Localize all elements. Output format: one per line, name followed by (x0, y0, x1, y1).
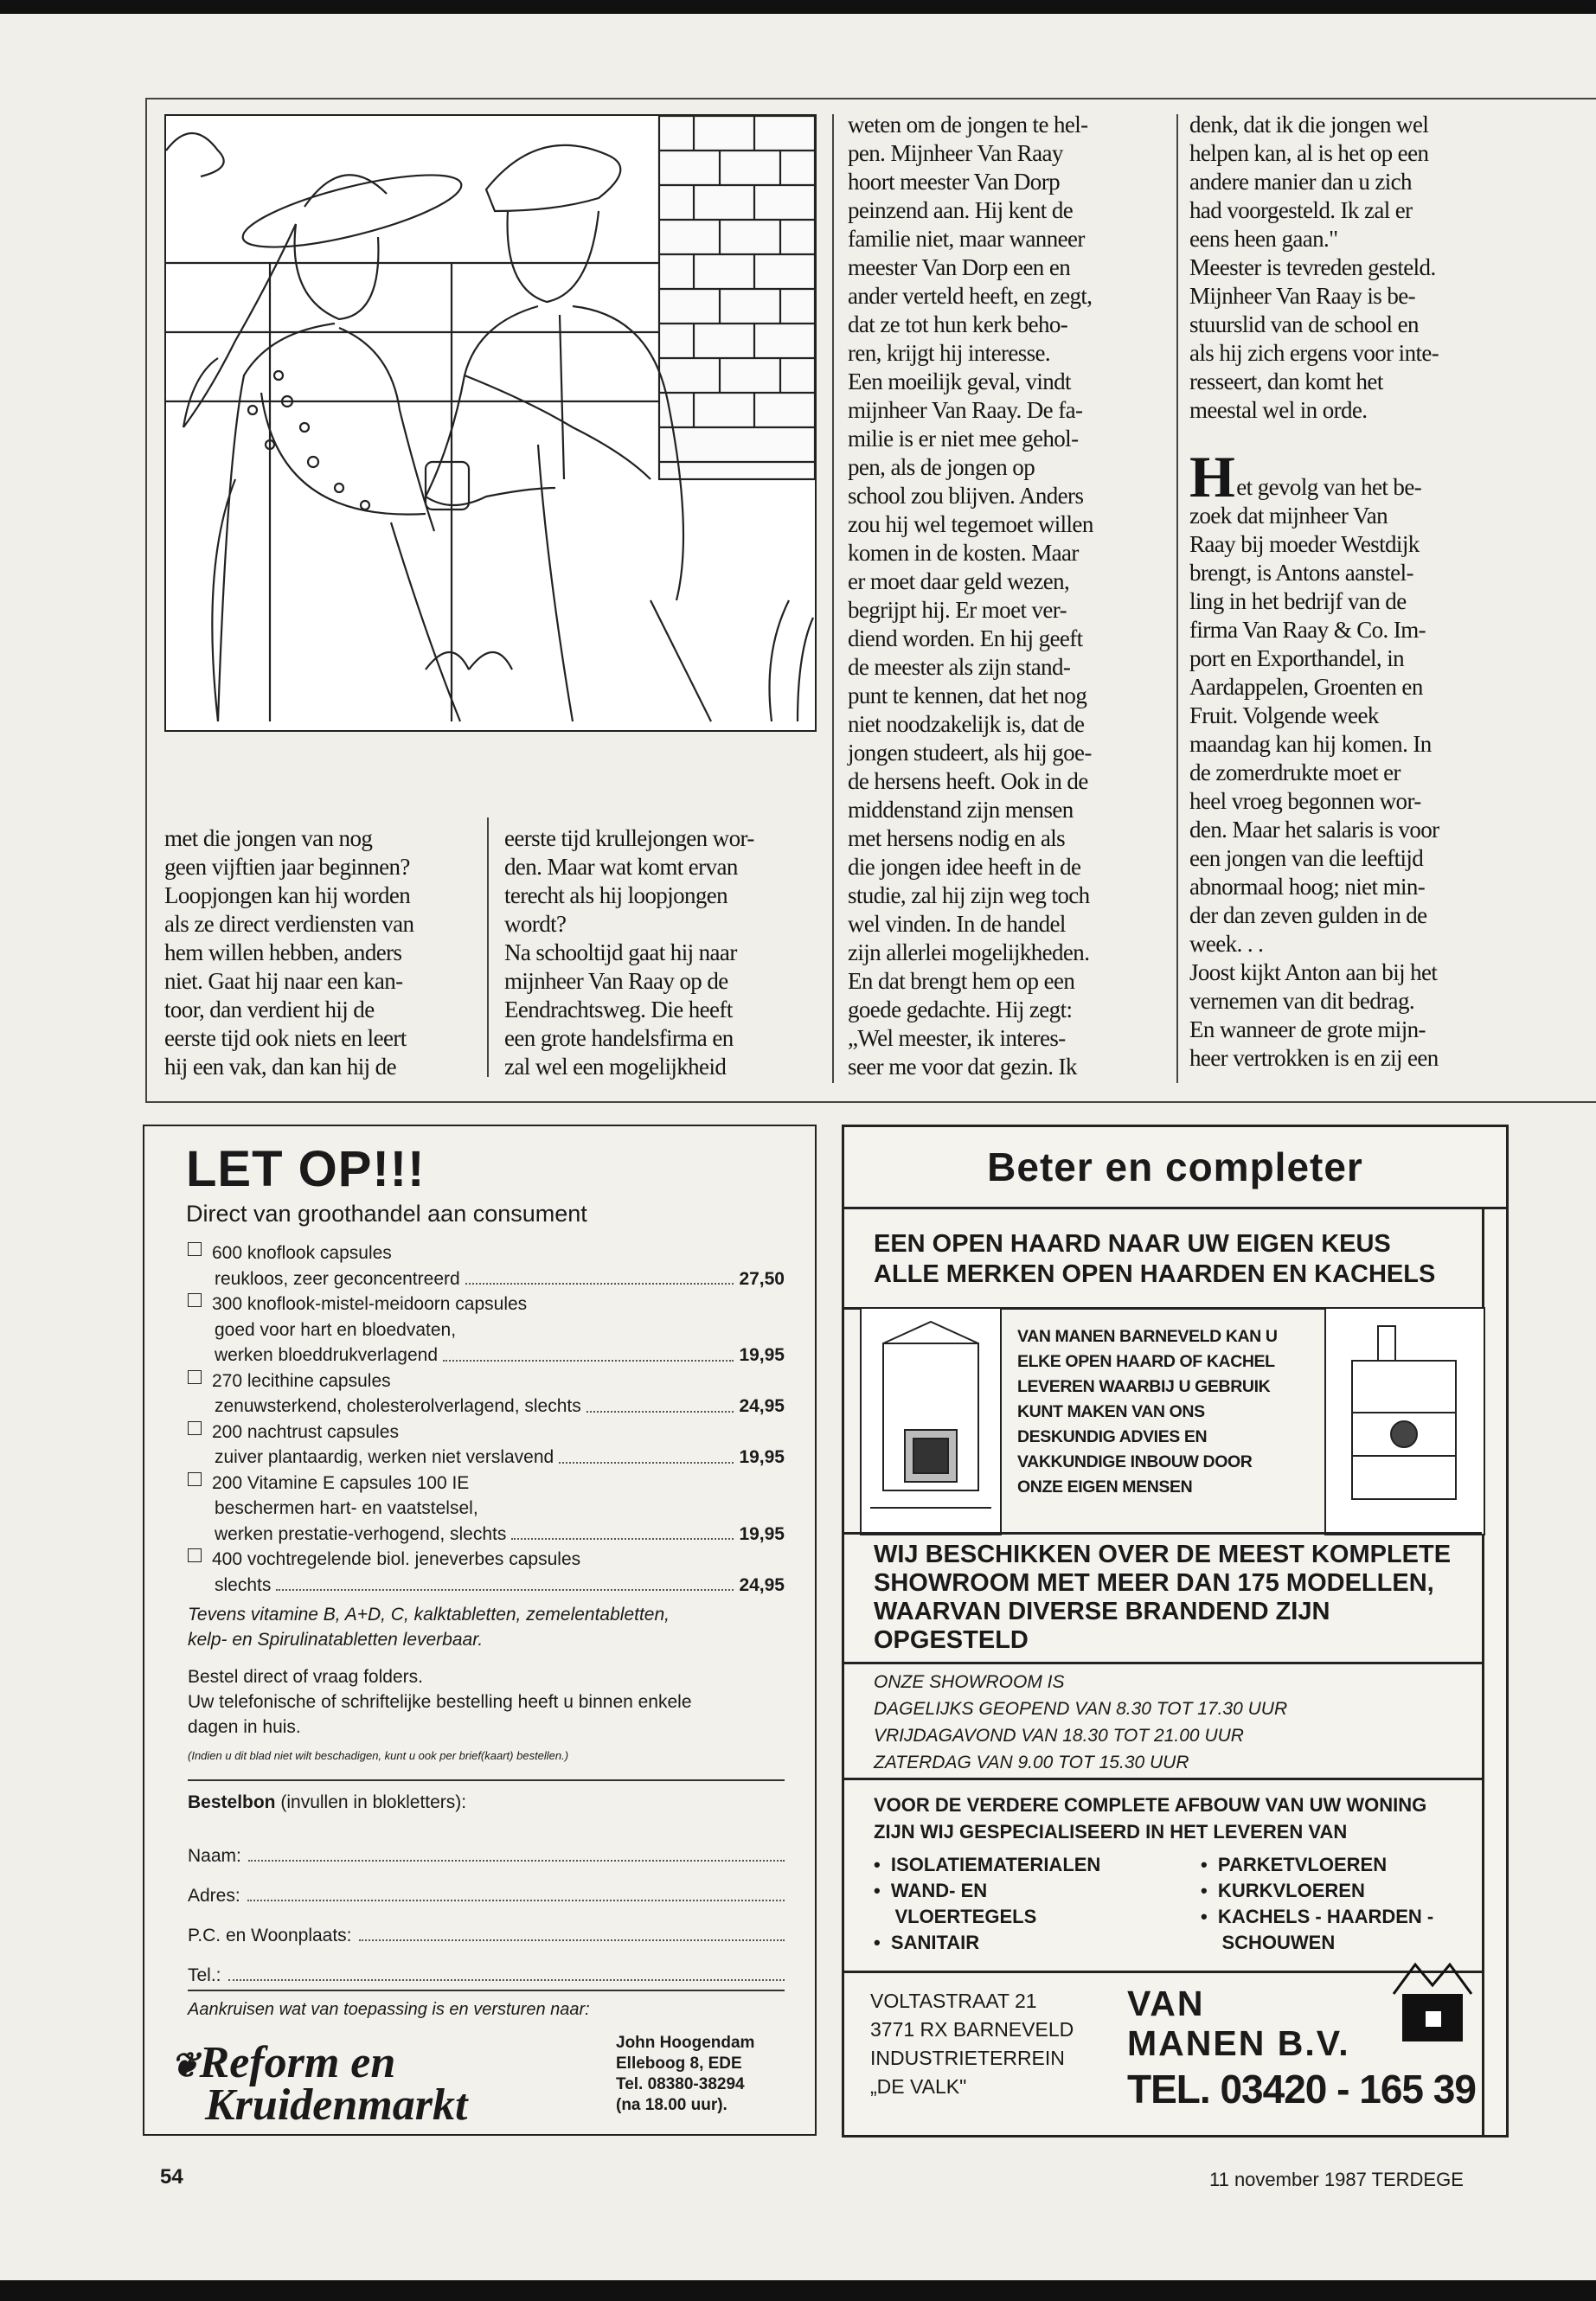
product-text: 200 nachtrust capsules (212, 1421, 399, 1442)
logo-line-1: Reform en (199, 2038, 396, 2087)
product-price-row (188, 1573, 785, 1599)
form-field-phone[interactable] (188, 1946, 785, 1986)
shop-address (616, 2033, 754, 2116)
address-line: (na 18.00 uur). (616, 2096, 727, 2114)
scan-border-bottom (0, 2280, 1596, 2301)
fireplace-drawing (862, 1309, 1000, 1534)
product-price-row (188, 1343, 785, 1368)
product-list-right: • PARKETVLOEREN • KURKVLOEREN • KACHELS - HAARDEN - SCHOUWEN (1201, 1854, 1434, 1953)
article-column-3: weten om de jongen te hel- pen. Mijnheer Van Raay hoort meester Van Dorp peinzend aan. Hij kent de familie niet, maar wanneer meester Van Dorp een en ander verteld heeft, en zegt, dat ze tot hun kerk beho- ren, krijgt hij interesse. Een moeilijk geval, vindt mijnheer Van Raay. De fa- milie is er niet mee gehol- pen, als de jongen op school zou blijven. Anders zou hij wel tegemoet willen komen in de kosten. Maar er moet daar geld wezen, begrijpt hij. Er moet ver- diend worden. En hij geeft de meester als zijn stand- punt te kennen, dat het nog niet noodzakelijk is, dat de jongen studeert, als hij goe- de hersens heeft. Ook in de middenstand zijn mensen met hersens nodig en als die jongen idee heeft in de studie, zal hij zijn weg toch wel vinden. In de handel zijn allerlei mogelijkheden. En dat brengt hem op een goede gedachte. Hij zegt: „Wel meester, ik interes- seer me voor dat gezin. Ik (848, 112, 1093, 1080)
product-text: zuiver plantaardig, werken niet verslavend (215, 1447, 554, 1467)
product-item[interactable] (188, 1368, 785, 1394)
fireplace-image (860, 1307, 1002, 1535)
product-item[interactable] (188, 1292, 785, 1317)
specialised-text: VOOR DE VERDERE COMPLETE AFBOUW VAN UW WONING ZIJN WIJ GESPECIALISEERD IN HET LEVEREN VAN (874, 1794, 1427, 1843)
stove-image (1324, 1307, 1485, 1535)
product-text: 600 knoflook capsules (212, 1243, 392, 1263)
form-title: Bestelbon (188, 1792, 276, 1812)
ad-rule (844, 1971, 1482, 1973)
product-text: goed voor hart en bloedvaten, (215, 1319, 457, 1340)
product-text: beschermen hart- en vaatstelsel, (215, 1498, 478, 1518)
field-label: Naam: (188, 1846, 241, 1866)
article-column-2: eerste tijd krullejongen wor- den. Maar wat komt ervan terecht als hij loopjongen wordt? Na schooltijd gaat hij naar mijnheer Van Raay op de Eendrachtsweg. Die heeft een grote handelsfirma en zal wel een mogelijkheid (504, 825, 754, 1080)
column-rule (487, 817, 489, 1077)
illustration-girl-and-boy (164, 114, 817, 732)
address-line: Elleboog 8, EDE (616, 2054, 742, 2073)
checkbox-icon[interactable] (188, 1370, 202, 1384)
product-price: 19,95 (739, 1345, 785, 1365)
ad-subtitle: Direct van groothandel aan consument (186, 1201, 587, 1227)
product-price: 19,95 (739, 1523, 785, 1544)
dot-leader (276, 1573, 734, 1592)
field-label: P.C. en Woonplaats: (188, 1926, 352, 1945)
order-form (188, 1792, 785, 1986)
drop-cap: H (1189, 444, 1235, 510)
product-text: slechts (215, 1574, 272, 1595)
illustration-drawing (166, 116, 815, 730)
ad-headline: EEN OPEN HAARD NAAR UW EIGEN KEUS ALLE MERKEN OPEN HAARDEN EN KACHELS (874, 1230, 1436, 1288)
separator (188, 1779, 785, 1781)
dot-leader (443, 1343, 734, 1362)
product-list-left: • ISOLATIEMATERIALEN • WAND- EN VLOERTEGELS • SANITAIR (874, 1854, 1101, 1953)
product-list (188, 1240, 785, 1598)
form-heading (188, 1792, 785, 1827)
column-rule (1176, 114, 1178, 1083)
product-description (188, 1496, 785, 1522)
company-name: VAN MANEN B.V. (1127, 1984, 1350, 2063)
extra-products-text: Tevens vitamine B, A+D, C, kalktabletten, zemelentabletten, kelp- en Spirulinatabletten leverbaar. (188, 1605, 670, 1650)
product-text: zenuwsterkend, cholesterolverlagend, slechts (215, 1396, 581, 1416)
address-line: Tel. 08380-38294 (616, 2075, 745, 2093)
product-price: 27,50 (739, 1268, 785, 1289)
product-item[interactable] (188, 1420, 785, 1445)
ad-rule (844, 1778, 1482, 1780)
leaf-icon: ❦ (170, 2046, 200, 2085)
issue-info: 11 november 1987 TERDEGE (1209, 2169, 1464, 2190)
product-item[interactable] (188, 1240, 785, 1266)
ad-rule (844, 1532, 1482, 1535)
field-line[interactable] (247, 1900, 785, 1901)
ad-header: Beter en completer (844, 1127, 1506, 1209)
product-text: werken prestatie-verhogend, slechts (215, 1523, 507, 1544)
van-manen-ad (842, 1125, 1509, 2138)
article-top-rule (145, 98, 1596, 99)
product-price-row (188, 1522, 785, 1548)
company-phone: TEL. 03420 - 165 39 (1127, 2067, 1476, 2112)
checkbox-icon[interactable] (188, 1421, 202, 1435)
house-logo-icon (1389, 1958, 1476, 2044)
checkbox-icon[interactable] (188, 1548, 202, 1562)
reform-logo (170, 2038, 468, 2130)
checkbox-icon[interactable] (188, 1293, 202, 1307)
order-text: Bestel direct of vraag folders. Uw telefonische of schriftelijke bestelling heeft u binnen enkele dagen in huis. (188, 1667, 692, 1737)
ad-title: LET OP!!! (186, 1141, 426, 1197)
reform-kruidenmarkt-ad (143, 1125, 817, 2136)
send-to-text: Aankruisen wat van toepassing is en versturen naar: (188, 2000, 590, 2019)
product-text: 200 Vitamine E capsules 100 IE (212, 1472, 470, 1493)
checkbox-icon[interactable] (188, 1472, 202, 1486)
product-price-row (188, 1394, 785, 1420)
product-price: 24,95 (739, 1396, 785, 1416)
form-field-postcode-city[interactable] (188, 1907, 785, 1946)
stove-drawing (1326, 1309, 1484, 1534)
form-field-address[interactable] (188, 1867, 785, 1907)
article-bottom-rule (145, 1101, 1596, 1103)
product-item[interactable] (188, 1471, 785, 1497)
product-text: reukloos, zeer geconcentreerd (215, 1268, 460, 1289)
field-line[interactable] (248, 1860, 785, 1862)
form-title-note: (invullen in blokletters): (280, 1792, 467, 1812)
article-column-4-rest: zoek dat mijnheer Van Raay bij moeder Westdijk brengt, is Antons aanstel- ling in het bedrijf van de firma Van Raay & Co. Im- port en Exporthandel, in Aardappelen, Groenten en Fruit. Volgende week maandag kan hij komen. In de zomerdrukte moet er heel vroeg begonnen wor- den. Maar het salaris is voor een jongen van die leeftijd abnormaal hoog; niet min- der dan zeven gulden in de week. . . Joost kijkt Anton aan bij het vernemen van dit bedrag. En wanneer de grote mijn- heer vertrokken is en zij een (1189, 503, 1439, 1071)
page-number: 54 (160, 2165, 183, 2189)
field-label: Tel.: (188, 1965, 221, 1985)
company-address: VOLTASTRAAT 21 3771 RX BARNEVELD INDUSTRIETERREIN „DE VALK" (870, 1990, 1074, 2098)
product-price: 24,95 (739, 1574, 785, 1595)
column-rule (832, 114, 834, 1083)
product-price-row (188, 1266, 785, 1292)
article-left-rule (145, 98, 147, 1101)
product-item[interactable] (188, 1547, 785, 1573)
product-text: werken bloeddrukverlagend (215, 1345, 438, 1365)
form-field-name[interactable] (188, 1827, 785, 1867)
showroom-text: WIJ BESCHIKKEN OVER DE MEEST KOMPLETE SHOWROOM MET MEER DAN 175 MODELLEN, WAARVAN DIVERSE BRANDEND ZIJN OPGESTELD (874, 1541, 1452, 1654)
dot-leader (586, 1394, 734, 1413)
dot-leader (559, 1445, 734, 1464)
article-column-1: met die jongen van nog geen vijftien jaar beginnen? Loopjongen kan hij worden als ze direct verdiensten van hem willen hebben, anders niet. Gaat hij naar een kan- toor, dan verdient hij de eerste tijd ook niets en leert hij een vak, dan kan hij de (164, 825, 414, 1080)
separator (188, 1990, 785, 1991)
dot-leader (511, 1522, 734, 1541)
opening-hours: ONZE SHOWROOM IS DAGELIJKS GEOPEND VAN 8.30 TOT 17.30 UUR VRIJDAGAVOND VAN 18.30 TOT 21.00 UUR ZATERDAG VAN 9.00 TOT 15.30 UUR (874, 1672, 1288, 1772)
logo-line-2: Kruidenmarkt (205, 2080, 468, 2130)
product-text: 400 vochtregelende biol. jeneverbes capsules (212, 1549, 581, 1569)
product-description (188, 1317, 785, 1343)
address-line: John Hoogendam (616, 2034, 755, 2052)
product-price-row (188, 1445, 785, 1471)
product-text: 300 knoflook-mistel-meidoorn capsules (212, 1294, 528, 1314)
small-note: (Indien u dit blad niet wilt beschadigen, kunt u ook per brief(kaart) bestellen.) (188, 1749, 569, 1762)
advice-text: VAN MANEN BARNEVELD KAN U ELKE OPEN HAARD OF KACHEL LEVEREN WAARBIJ U GEBRUIK KUNT MAKEN VAN ONS DESKUNDIG ADVIES EN VAKKUNDIGE INBOUW DOOR ONZE EIGEN MENSEN (1017, 1327, 1278, 1497)
drop-cap-line: et gevolg van het be- (1236, 474, 1422, 500)
field-line[interactable] (228, 1979, 785, 1981)
checkbox-icon[interactable] (188, 1242, 202, 1256)
ad-rule (844, 1662, 1482, 1664)
product-text: 270 lecithine capsules (212, 1370, 391, 1391)
house-logo-drawing (1389, 1958, 1476, 2044)
article-column-4-bottom (1189, 444, 1509, 1073)
field-label: Adres: (188, 1886, 240, 1906)
product-price: 19,95 (739, 1447, 785, 1467)
field-line[interactable] (359, 1939, 785, 1941)
article-column-4-top: denk, dat ik die jongen wel helpen kan, al is het op een andere manier dan u zich had voorgesteld. Ik zal er eens heen gaan." Meester is tevreden gesteld. Mijnheer Van Raay is be- stuurslid van de school en als hij zich ergens voor inte- resseert, dan komt het meestal wel in orde. (1189, 112, 1439, 423)
scan-border-top (0, 0, 1596, 14)
dot-leader (465, 1266, 734, 1285)
